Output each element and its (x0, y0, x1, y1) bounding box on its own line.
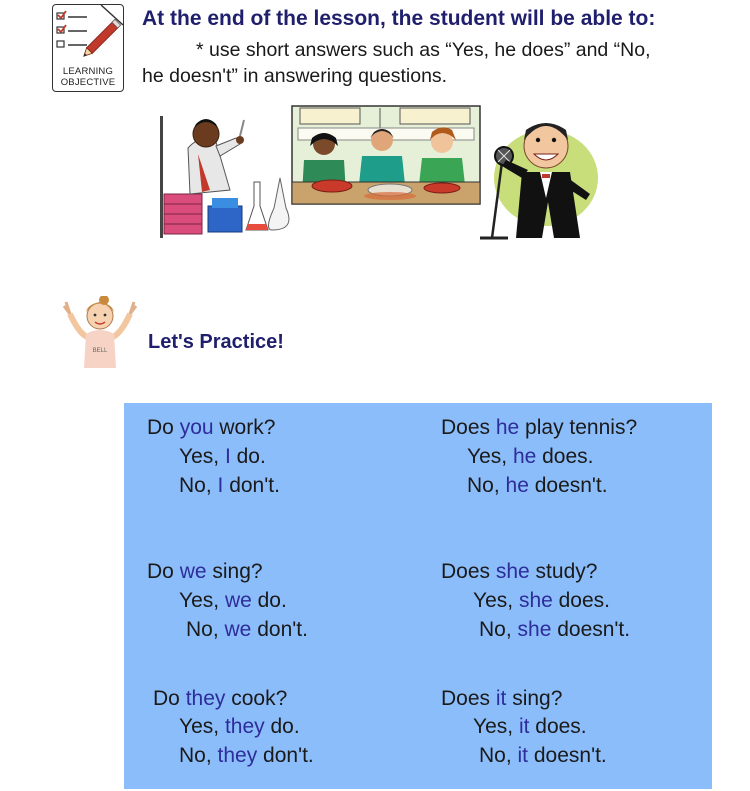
practice-yes-answer: Yes, it does. (473, 715, 587, 738)
practice-question: Does she study? (441, 560, 598, 583)
teacher-shirt-tag: BELL (92, 348, 108, 354)
practice-question: Do they cook? (153, 687, 288, 710)
practice-yes-answer: Yes, he does. (467, 445, 594, 468)
practice-question: Does it sing? (441, 687, 563, 710)
practice-heading: Let's Practice! (148, 331, 284, 353)
practice-no-answer: No, she doesn't. (479, 618, 631, 641)
practice-question: Do we sing? (147, 560, 263, 583)
practice-no-answer: No, they don't. (179, 744, 314, 767)
teacher-clipart (62, 296, 138, 368)
objective-text-line-2: he doesn't” in answering questions. (142, 65, 448, 87)
objective-heading: At the end of the lesson, the student will be able to: (142, 7, 656, 30)
practice-no-answer: No, we don't. (186, 618, 308, 641)
practice-yes-answer: Yes, they do. (179, 715, 300, 738)
practice-no-answer: No, I don't. (179, 474, 280, 497)
practice-question: Do you work? (147, 416, 276, 439)
practice-yes-answer: Yes, she does. (473, 589, 611, 612)
practice-box (124, 403, 712, 789)
practice-question: Does he play tennis? (441, 416, 638, 439)
cooking-students-clipart (292, 106, 480, 204)
scientist-clipart (160, 116, 289, 238)
objective-text-line-1: * use short answers such as “Yes, he does” and “No, (196, 39, 651, 61)
practice-no-answer: No, he doesn't. (467, 474, 608, 497)
singer-clipart (480, 123, 598, 238)
practice-no-answer: No, it doesn't. (479, 744, 607, 767)
learning-objective-label: LEARNING OBJECTIVE (60, 66, 116, 88)
practice-yes-answer: Yes, I do. (179, 445, 266, 468)
practice-yes-answer: Yes, we do. (179, 589, 287, 612)
learning-objective-icon (52, 4, 124, 92)
clipart-illustrations (150, 98, 602, 248)
